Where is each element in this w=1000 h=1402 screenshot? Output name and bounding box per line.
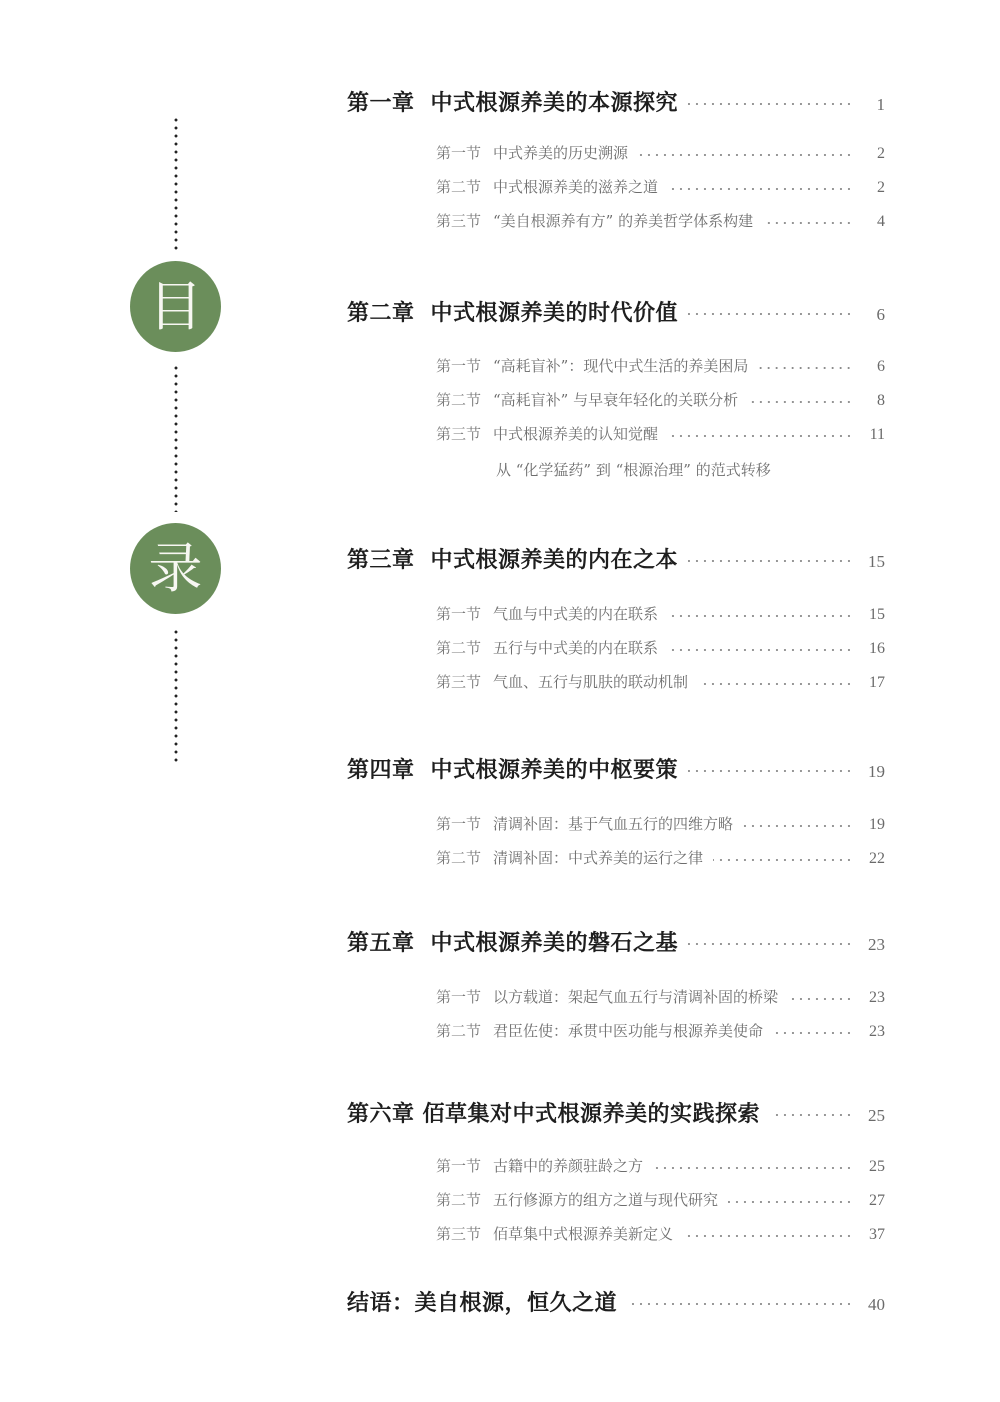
page-number: 40 (868, 1295, 885, 1314)
toc-section-2-1[interactable] (436, 355, 885, 376)
section-label: 第一节 (436, 988, 482, 1006)
dot-leader (688, 559, 853, 563)
page-number: 16 (869, 640, 885, 657)
section-label: 第三节 (436, 673, 482, 691)
toc-chapter-2[interactable] (347, 296, 885, 327)
toc-section-5-1[interactable] (436, 986, 885, 1007)
chapter-title: 中式根源养美的时代价值 (430, 301, 679, 326)
page-number: 17 (869, 674, 885, 691)
section-title: 中式根源养美的滋养之道 (493, 178, 659, 196)
dot-leader (668, 614, 853, 618)
section-title: 气血、五行与肌肤的联动机制 (493, 673, 689, 691)
toc-chapter-3[interactable] (347, 543, 885, 574)
toc-section-1-3[interactable] (436, 210, 885, 231)
dot-leader (683, 1234, 853, 1238)
section-title: 古籍中的养颜驻龄之方 (493, 1157, 644, 1175)
page-number: 8 (877, 392, 885, 409)
section-label: 第一节 (436, 815, 482, 833)
conclusion-title: 结语：美自根源，恒久之道 (347, 1291, 618, 1316)
title-char-lu: 录 (148, 536, 203, 600)
section-title: 佰草集中式根源养美新定义 (493, 1225, 674, 1243)
page-number: 27 (869, 1192, 885, 1209)
toc-section-6-2[interactable] (436, 1189, 885, 1210)
section-title: “高耗盲补” 与早衰年轻化的关联分析 (493, 391, 739, 409)
dot-leader (743, 824, 853, 828)
page-number: 1 (876, 95, 885, 114)
dot-leader (668, 187, 853, 191)
section-label: 第二节 (436, 178, 482, 196)
dot-leader (653, 1166, 853, 1170)
page-number: 37 (869, 1226, 885, 1243)
toc-section-6-3[interactable] (436, 1223, 885, 1244)
page-number: 15 (869, 606, 885, 623)
section-title: “高耗盲补”：现代中式生活的养美困局 (493, 357, 749, 375)
section-label: 第二节 (436, 1022, 482, 1040)
section-title: 清调补固：基于气血五行的四维方略 (493, 815, 734, 833)
dot-leader (668, 434, 853, 438)
section-label: 第三节 (436, 425, 482, 443)
title-circle-mu (130, 261, 221, 352)
chapter-title: 佰草集对中式根源养美的实践探索 (422, 1102, 761, 1127)
toc-section-5-2[interactable] (436, 1020, 885, 1041)
dot-leader (788, 997, 853, 1001)
section-title: 中式养美的历史溯源 (493, 144, 629, 162)
chapter-label: 第五章 (347, 931, 415, 956)
section-label: 第二节 (436, 639, 482, 657)
chapter-label: 第三章 (347, 548, 415, 573)
dot-leader (773, 1031, 853, 1035)
dot-leader (688, 102, 853, 106)
section-label: 第二节 (436, 391, 482, 409)
page-number: 19 (868, 762, 885, 781)
page-number: 6 (876, 305, 885, 324)
dot-leader (688, 312, 853, 316)
toc-section-2-2[interactable] (436, 389, 885, 410)
page-number: 23 (869, 1023, 885, 1040)
dot-leader (770, 1113, 853, 1117)
toc-section-3-1[interactable] (436, 603, 885, 624)
page-number: 22 (869, 850, 885, 867)
toc-section-4-1[interactable] (436, 813, 885, 834)
section-title: 五行与中式美的内在联系 (493, 639, 659, 657)
page-number: 15 (868, 552, 885, 571)
section-label: 第三节 (436, 1225, 482, 1243)
chapter-label: 第四章 (347, 758, 415, 783)
dot-leader (688, 942, 853, 946)
toc-chapter-6[interactable] (347, 1097, 885, 1128)
page-number: 4 (877, 213, 885, 230)
chapter-label: 第一章 (347, 91, 415, 116)
toc-section-3-2[interactable] (436, 637, 885, 658)
dot-leader (688, 769, 853, 773)
chapter-title: 中式根源养美的本源探究 (430, 91, 679, 116)
toc-section-6-1[interactable] (436, 1155, 885, 1176)
section-label: 第一节 (436, 144, 482, 162)
section-label: 第一节 (436, 1157, 482, 1175)
toc-side-decoration (0, 0, 340, 1402)
dot-leader (638, 153, 853, 157)
section-title: 以方载道：架起气血五行与清调补固的桥梁 (493, 988, 779, 1006)
page-number: 23 (869, 989, 885, 1006)
page-number: 11 (869, 426, 885, 443)
toc-section-1-2[interactable] (436, 176, 885, 197)
dot-leader (698, 682, 853, 686)
title-char-mu: 目 (148, 274, 203, 338)
dot-leader (627, 1302, 853, 1306)
chapter-label: 第二章 (347, 301, 415, 326)
page-number: 23 (868, 935, 885, 954)
chapter-title: 中式根源养美的磐石之基 (430, 931, 679, 956)
dotted-line-bottom (174, 628, 178, 764)
toc-section-3-3[interactable] (436, 671, 885, 692)
section-label: 第二节 (436, 1191, 482, 1209)
chapter-label: 第六章 (347, 1102, 415, 1127)
section-label: 第三节 (436, 212, 482, 230)
section-label: 第二节 (436, 849, 482, 867)
dot-leader (728, 1200, 853, 1204)
toc-section-2-3[interactable] (436, 423, 885, 444)
toc-chapter-4[interactable] (347, 753, 885, 784)
page-number: 19 (869, 816, 885, 833)
section-title: 气血与中式美的内在联系 (493, 605, 659, 623)
page-number: 25 (868, 1106, 885, 1125)
dot-leader (748, 400, 853, 404)
page-number: 6 (877, 358, 885, 375)
dot-leader (668, 648, 853, 652)
toc-chapter-1[interactable] (347, 86, 885, 117)
toc-section-4-2[interactable] (436, 847, 885, 868)
section-title: 五行修源方的组方之道与现代研究 (493, 1191, 719, 1209)
section-title-continuation: 从 “化学猛药” 到 “根源治理” 的范式转移 (496, 461, 771, 479)
dot-leader (763, 221, 853, 225)
dotted-line-middle (174, 364, 178, 512)
page-number: 2 (877, 179, 885, 196)
dotted-line-top (174, 116, 178, 250)
chapter-title: 中式根源养美的中枢要策 (430, 758, 679, 783)
section-title: 清调补固：中式养美的运行之律 (493, 849, 704, 867)
section-title: 中式根源养美的认知觉醒 (493, 425, 659, 443)
page-number: 25 (869, 1158, 885, 1175)
dot-leader (758, 366, 853, 370)
toc-section-1-1[interactable] (436, 142, 885, 163)
chapter-title: 中式根源养美的内在之本 (430, 548, 679, 573)
toc-chapter-5[interactable] (347, 926, 885, 957)
section-title: “美自根源养有方” 的养美哲学体系构建 (493, 212, 754, 230)
title-circle-lu (130, 523, 221, 614)
section-label: 第一节 (436, 605, 482, 623)
toc-conclusion[interactable] (347, 1286, 885, 1317)
page-number: 2 (877, 145, 885, 162)
section-label: 第一节 (436, 357, 482, 375)
section-title: 君臣佐使：承贯中医功能与根源养美使命 (493, 1022, 764, 1040)
dot-leader (713, 858, 853, 862)
